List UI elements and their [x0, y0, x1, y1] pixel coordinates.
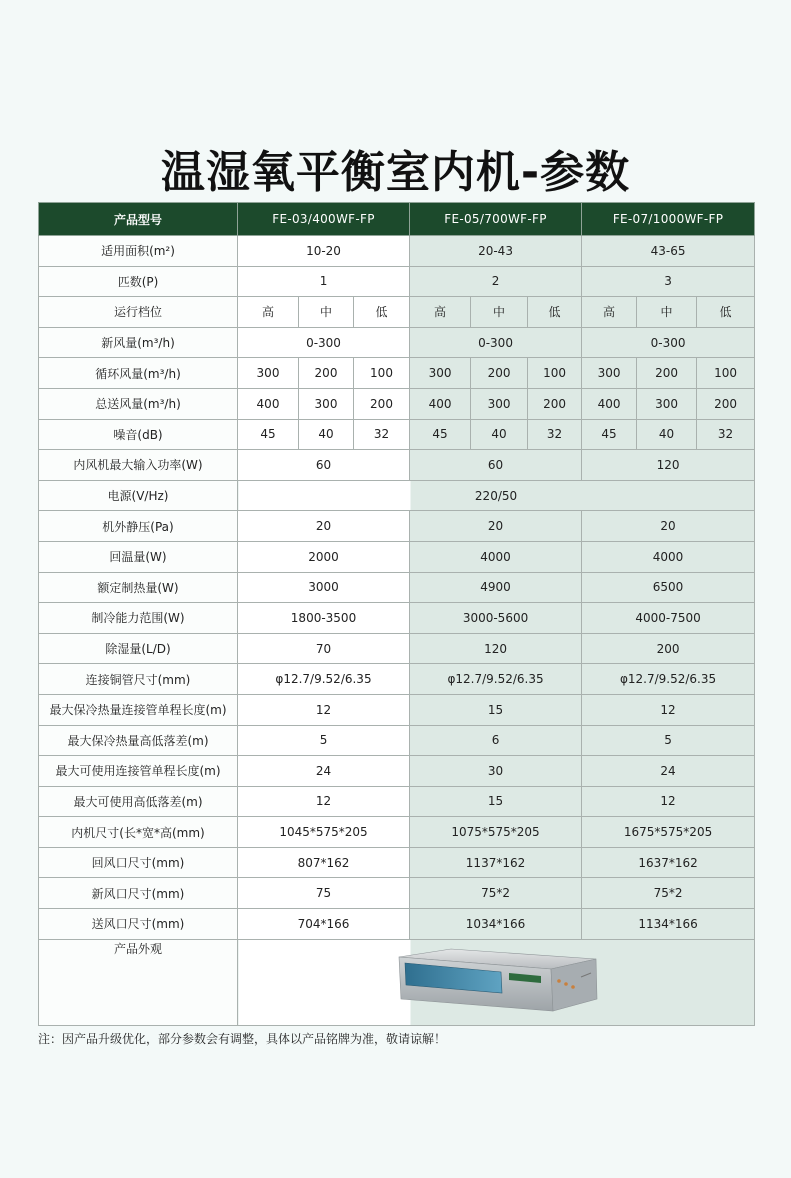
- cell: 2: [410, 266, 582, 297]
- cell: 40: [299, 419, 354, 450]
- disclaimer-note: 注：因产品升级优化，部分参数会有调整，具体以产品铭牌为准，敬请谅解！: [38, 1032, 447, 1046]
- row-label: 新风口尺寸(mm): [39, 878, 238, 909]
- cell: 40: [637, 419, 697, 450]
- row-label: 最大保冷热量连接管单程长度(m): [39, 694, 238, 725]
- cell: 4000: [582, 541, 755, 572]
- row-label: 总送风量(m³/h): [39, 388, 238, 419]
- cell: 200: [697, 388, 755, 419]
- cell: 60: [238, 450, 410, 481]
- cell: 70: [238, 633, 410, 664]
- header-row: [39, 203, 755, 236]
- cell: 24: [582, 756, 755, 787]
- cell: 32: [354, 419, 410, 450]
- cell: 120: [410, 633, 582, 664]
- cell: 0-300: [410, 327, 582, 358]
- cell: 高: [582, 297, 637, 328]
- row-label: 最大可使用高低落差(m): [39, 786, 238, 817]
- cell: 2000: [238, 541, 410, 572]
- cell: 75: [238, 878, 410, 909]
- cell: 6500: [582, 572, 755, 603]
- table-row: [39, 756, 755, 787]
- cell: 24: [238, 756, 410, 787]
- row-label: 电源(V/Hz): [39, 480, 238, 511]
- row-label: 循环风量(m³/h): [39, 358, 238, 389]
- cell: 300: [299, 388, 354, 419]
- cell: 1: [238, 266, 410, 297]
- table-row: [39, 541, 755, 572]
- row-label: 额定制热量(W): [39, 572, 238, 603]
- cell: 200: [528, 388, 582, 419]
- cell: 20: [410, 511, 582, 542]
- table-row: [39, 847, 755, 878]
- cell: 45: [410, 419, 471, 450]
- cell: 45: [582, 419, 637, 450]
- cell: φ12.7/9.52/6.35: [238, 664, 410, 695]
- cell: 20-43: [410, 236, 582, 267]
- cell: 1045*575*205: [238, 817, 410, 848]
- row-label: 机外静压(Pa): [39, 511, 238, 542]
- cell: 15: [410, 694, 582, 725]
- table-row: [39, 725, 755, 756]
- cell: 中: [637, 297, 697, 328]
- table-row: [39, 909, 755, 940]
- cell: 3000: [238, 572, 410, 603]
- product-image-cell: [238, 939, 755, 1025]
- cell: 1134*166: [582, 909, 755, 940]
- row-label: 最大保冷热量高低落差(m): [39, 725, 238, 756]
- cell: 高: [410, 297, 471, 328]
- cell: 4000: [410, 541, 582, 572]
- cell: 10-20: [238, 236, 410, 267]
- model-3: FE-07/1000WF-FP: [582, 203, 755, 236]
- cell: 低: [354, 297, 410, 328]
- table-row: [39, 694, 755, 725]
- cell: 45: [238, 419, 299, 450]
- cell: 100: [697, 358, 755, 389]
- cell: 12: [238, 786, 410, 817]
- table-row: [39, 664, 755, 695]
- row-label: 噪音(dB): [39, 419, 238, 450]
- table-row: [39, 266, 755, 297]
- cell: 200: [582, 633, 755, 664]
- cell: 4900: [410, 572, 582, 603]
- cell: 300: [582, 358, 637, 389]
- row-label: 回温量(W): [39, 541, 238, 572]
- cell: 120: [582, 450, 755, 481]
- table-row: [39, 236, 755, 267]
- cell: 75*2: [410, 878, 582, 909]
- cell: 1637*162: [582, 847, 755, 878]
- row-label: 产品外观: [39, 939, 238, 1025]
- table-row: [39, 878, 755, 909]
- cell: 200: [299, 358, 354, 389]
- row-label: 制冷能力范围(W): [39, 603, 238, 634]
- cell: 40: [471, 419, 528, 450]
- cell: 中: [471, 297, 528, 328]
- row-label: 最大可使用连接管单程长度(m): [39, 756, 238, 787]
- table-row: [39, 633, 755, 664]
- table-row: [39, 358, 755, 389]
- row-label: 内机尺寸(长*宽*高(mm): [39, 817, 238, 848]
- cell: 中: [299, 297, 354, 328]
- table-row: [39, 786, 755, 817]
- cell: 100: [528, 358, 582, 389]
- row-label: 匹数(P): [39, 266, 238, 297]
- cell: φ12.7/9.52/6.35: [582, 664, 755, 695]
- cell: 220/50: [238, 480, 755, 511]
- row-label: 回风口尺寸(mm): [39, 847, 238, 878]
- cell: 1675*575*205: [582, 817, 755, 848]
- cell: 400: [238, 388, 299, 419]
- cell: 200: [637, 358, 697, 389]
- cell: 75*2: [582, 878, 755, 909]
- header-label: 产品型号: [39, 203, 238, 236]
- cell: 200: [354, 388, 410, 419]
- cell: 400: [582, 388, 637, 419]
- row-label: 除湿量(L/D): [39, 633, 238, 664]
- cell: 0-300: [582, 327, 755, 358]
- cell: 807*162: [238, 847, 410, 878]
- row-label: 新风量(m³/h): [39, 327, 238, 358]
- cell: 30: [410, 756, 582, 787]
- cell: 32: [697, 419, 755, 450]
- table-row: [39, 419, 755, 450]
- indoor-unit-image: [391, 947, 601, 1017]
- cell: 20: [238, 511, 410, 542]
- model-2: FE-05/700WF-FP: [410, 203, 582, 236]
- cell: 43-65: [582, 236, 755, 267]
- row-label: 运行档位: [39, 297, 238, 328]
- cell: 20: [582, 511, 755, 542]
- cell: 400: [410, 388, 471, 419]
- cell: 5: [582, 725, 755, 756]
- cell: 4000-7500: [582, 603, 755, 634]
- cell: 200: [471, 358, 528, 389]
- page-title: 温湿氧平衡室内机-参数: [160, 147, 631, 198]
- table-row: [39, 327, 755, 358]
- table-row: [39, 297, 755, 328]
- table-row: [39, 817, 755, 848]
- cell: 低: [697, 297, 755, 328]
- cell: 1137*162: [410, 847, 582, 878]
- cell: 100: [354, 358, 410, 389]
- cell: 15: [410, 786, 582, 817]
- cell: 1034*166: [410, 909, 582, 940]
- cell: 0-300: [238, 327, 410, 358]
- cell: 5: [238, 725, 410, 756]
- table-row: [39, 388, 755, 419]
- table-row: [39, 511, 755, 542]
- row-label: 送风口尺寸(mm): [39, 909, 238, 940]
- table-row: [39, 480, 755, 511]
- table-row: [39, 603, 755, 634]
- row-label: 内风机最大输入功率(W): [39, 450, 238, 481]
- cell: 12: [582, 786, 755, 817]
- cell: 300: [410, 358, 471, 389]
- model-1: FE-03/400WF-FP: [238, 203, 410, 236]
- cell: 3: [582, 266, 755, 297]
- table-row: [39, 450, 755, 481]
- cell: 低: [528, 297, 582, 328]
- cell: 1800-3500: [238, 603, 410, 634]
- cell: 12: [582, 694, 755, 725]
- table-row: [39, 572, 755, 603]
- cell: 300: [637, 388, 697, 419]
- cell: 60: [410, 450, 582, 481]
- cell: φ12.7/9.52/6.35: [410, 664, 582, 695]
- spec-table: [38, 202, 755, 1026]
- row-label: 连接铜管尺寸(mm): [39, 664, 238, 695]
- cell: 6: [410, 725, 582, 756]
- cell: 12: [238, 694, 410, 725]
- cell: 1075*575*205: [410, 817, 582, 848]
- cell: 32: [528, 419, 582, 450]
- row-label: 适用面积(m²): [39, 236, 238, 267]
- cell: 704*166: [238, 909, 410, 940]
- table-row: [39, 939, 755, 1025]
- cell: 300: [471, 388, 528, 419]
- cell: 3000-5600: [410, 603, 582, 634]
- cell: 300: [238, 358, 299, 389]
- cell: 高: [238, 297, 299, 328]
